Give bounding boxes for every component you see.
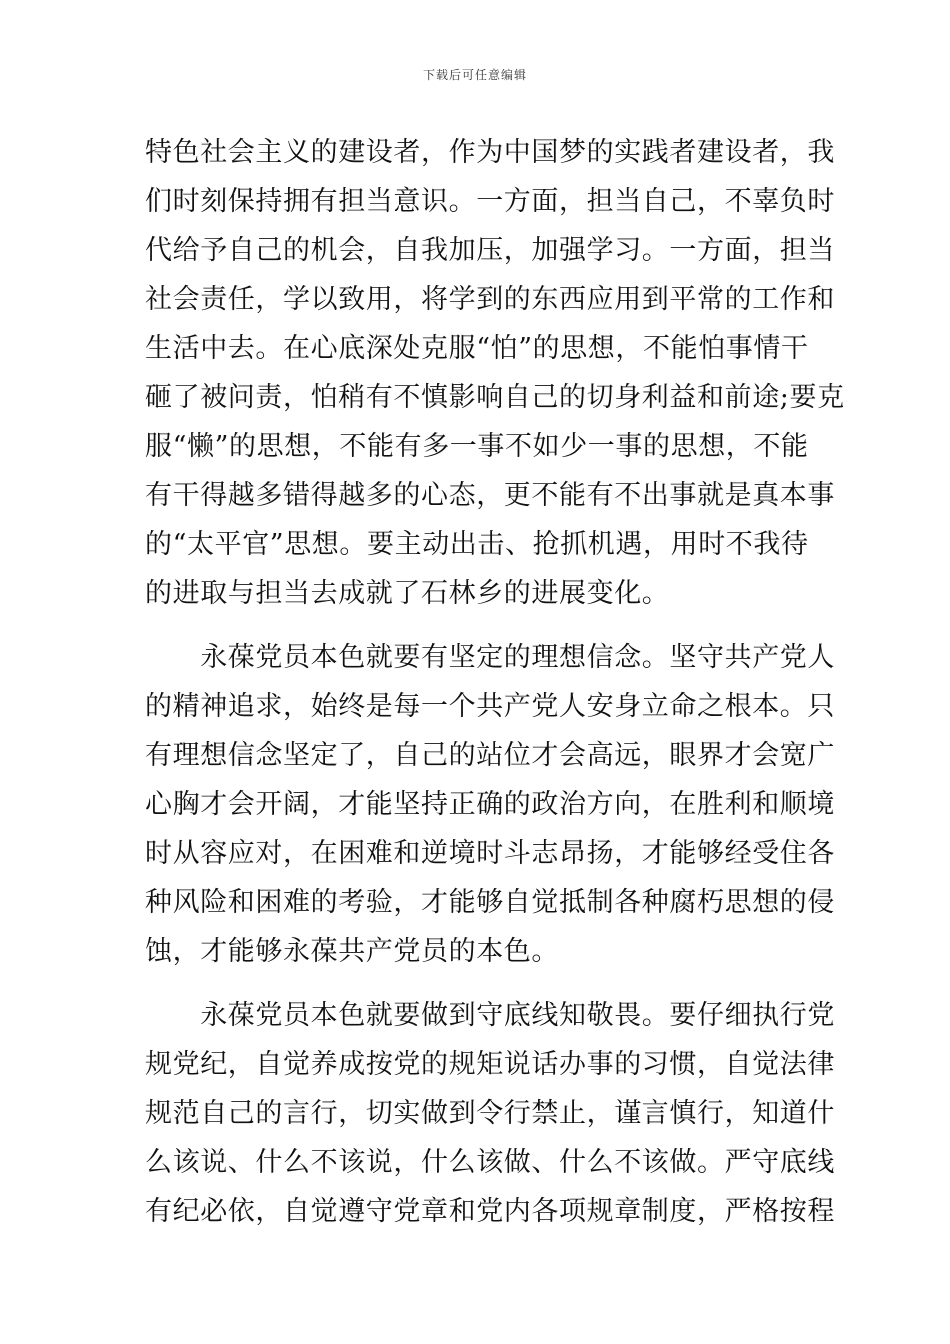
paragraph-gap [145, 618, 810, 633]
text-line: 永葆党员本色就要有坚定的理想信念。坚守共产党人 [145, 642, 835, 673]
text-line: 特色社会主义的建设者，作为中国梦的实践者建设者，我 [145, 137, 835, 168]
text-line: 么该说、什么不该说，什么该做、什么不该做。严守底线 [145, 1147, 835, 1178]
text-line: 生活中去。在心底深处克服“怕”的思想，不能怕事情干 [145, 333, 809, 364]
header-note: 下载后可任意编辑 [422, 68, 527, 82]
text-line: 规党纪，自觉养成按党的规矩说话办事的习惯，自觉法律 [145, 1049, 835, 1080]
text-line: 有理想信念坚定了，自己的站位才会高远，眼界才会宽广 [145, 740, 835, 771]
text-line: 服“懒”的思想，不能有多一事不如少一事的思想，不能 [145, 431, 809, 462]
text-line: 永葆党员本色就要做到守底线知敬畏。要仔细执行党 [145, 1000, 835, 1031]
text-line: 的“太平官”思想。要主动出击、抢抓机遇，用时不我待 [145, 529, 809, 560]
text-line: 有干得越多错得越多的心态，更不能有不出事就是真本事 [145, 480, 835, 511]
text-line: 砸了被问责，怕稍有不慎影响自己的切身利益和前途;要克 [145, 382, 845, 413]
paragraph-1 [145, 128, 845, 618]
text-line: 心胸才会开阔，才能坚持正确的政治方向，在胜利和顺境 [145, 789, 835, 820]
text-line: 社会责任，学以致用，将学到的东西应用到平常的工作和 [145, 284, 835, 315]
text-line: 规范自己的言行，切实做到令行禁止，谨言慎行，知道什 [145, 1098, 835, 1129]
text-line: 蚀，才能够永葆共产党员的本色。 [145, 936, 559, 967]
text-line: 的精神追求，始终是每一个共产党人安身立命之根本。只 [145, 691, 835, 722]
paragraph-gap [145, 976, 810, 991]
paragraph-2 [145, 633, 835, 976]
text-line: 时从容应对，在困难和逆境时斗志昂扬，才能够经受住各 [145, 838, 835, 869]
text-line: 代给予自己的机会，自我加压，加强学习。一方面，担当 [145, 235, 835, 266]
document-body [145, 128, 845, 1236]
text-line: 有纪必依，自觉遵守党章和党内各项规章制度，严格按程 [145, 1196, 835, 1227]
text-line: 种风险和困难的考验，才能够自觉抵制各种腐朽思想的侵 [145, 887, 835, 918]
text-line: 们时刻保持拥有担当意识。一方面，担当自己，不辜负时 [145, 186, 835, 217]
text-line: 的进取与担当去成就了石林乡的进展变化。 [145, 578, 670, 609]
paragraph-3 [145, 991, 835, 1236]
